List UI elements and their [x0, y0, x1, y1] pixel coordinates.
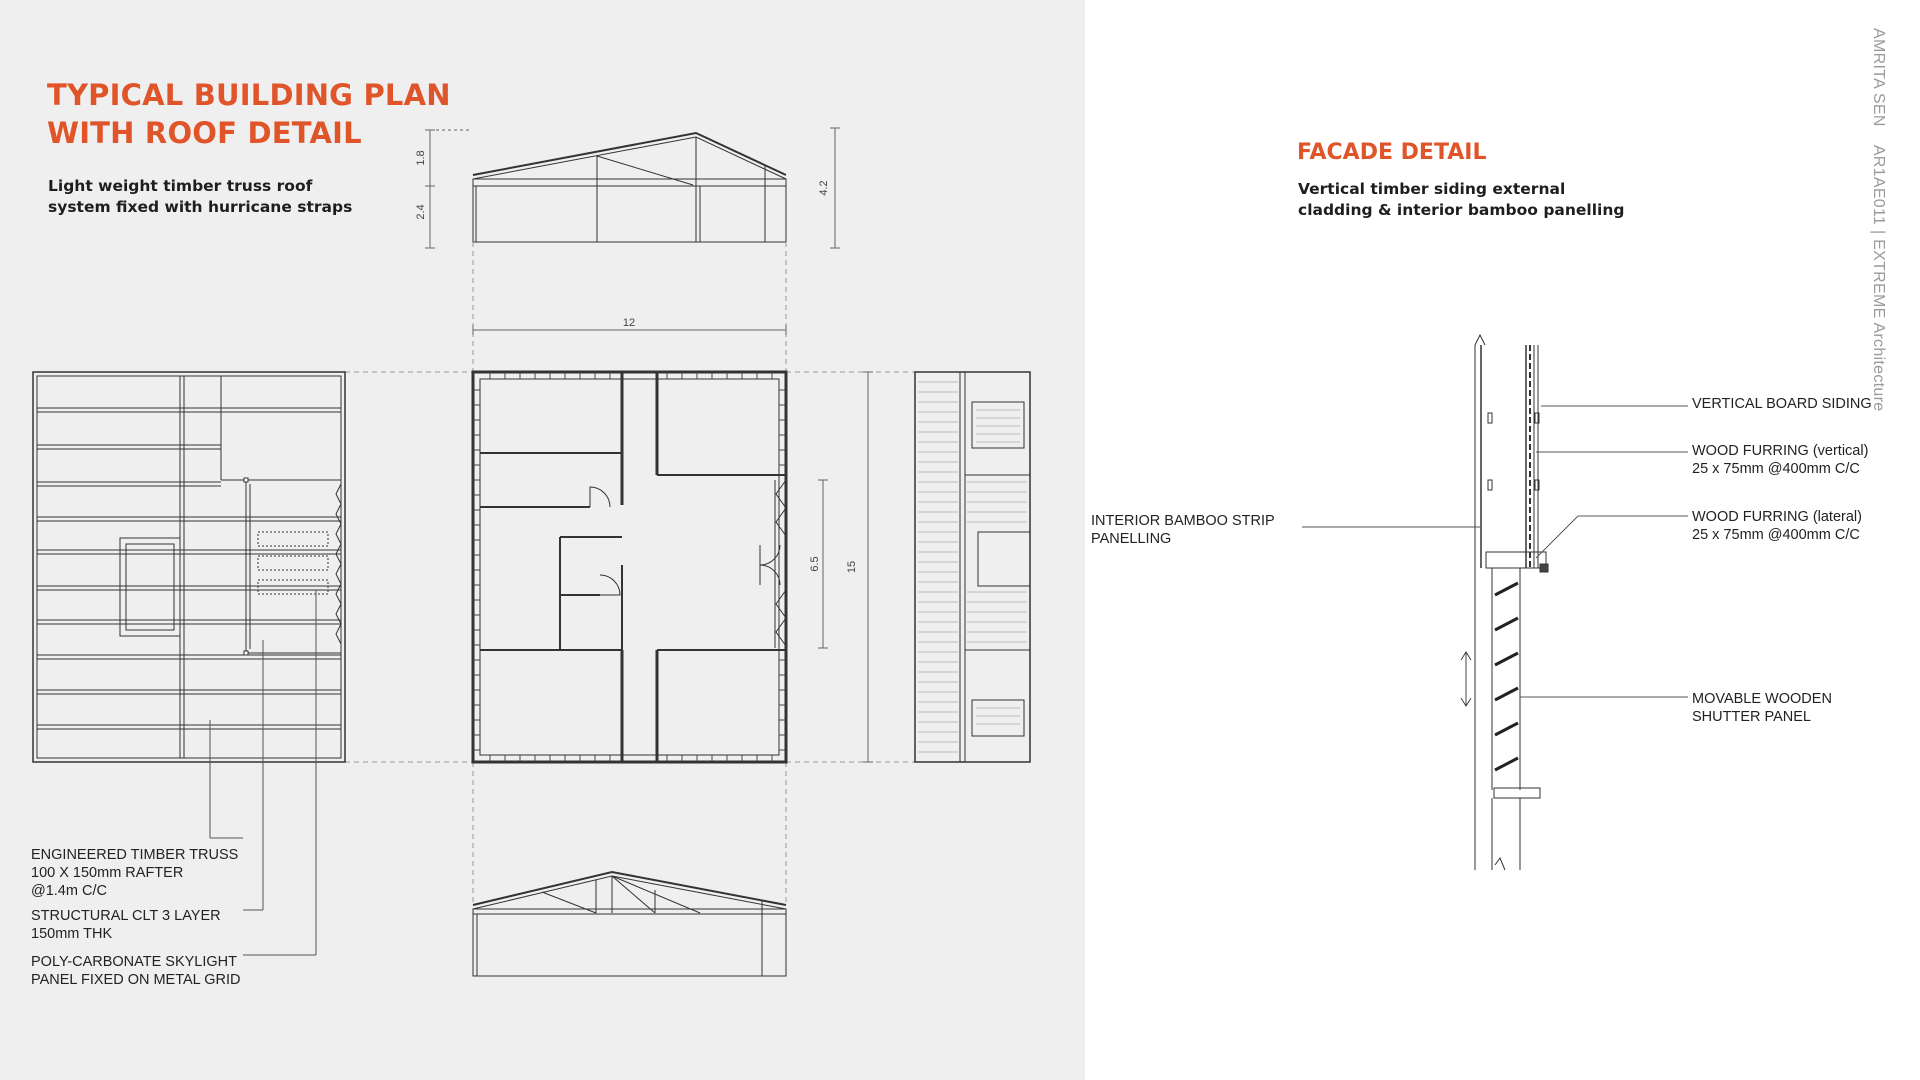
label-furring-lateral-line2: 25 x 75mm @400mm C/C — [1692, 527, 1860, 543]
label-shutter-panel — [1692, 690, 1832, 726]
facade-subtitle-line1: Vertical timber siding external — [1298, 180, 1566, 198]
alignment-lines — [345, 242, 915, 905]
plan-title-line2: WITH ROOF DETAIL — [47, 116, 362, 150]
label-bamboo-panelling-line1: INTERIOR BAMBOO STRIP — [1091, 513, 1275, 529]
note-clt-line2: 150mm THK — [31, 926, 113, 942]
bottom-elevation — [473, 872, 786, 976]
facade-subtitle — [1298, 179, 1624, 221]
dim-1-8: 1.8 — [415, 150, 427, 166]
dim-6-5: 6.5 — [809, 556, 821, 572]
label-furring-vertical-line2: 25 x 75mm @400mm C/C — [1692, 461, 1860, 477]
label-shutter-panel-line1: MOVABLE WOODEN — [1692, 691, 1832, 707]
roof-plan — [33, 372, 345, 762]
dim-15: 15 — [846, 560, 858, 574]
label-vertical-siding — [1692, 395, 1872, 413]
label-vertical-siding-text: VERTICAL BOARD SIDING — [1692, 396, 1872, 412]
note-timber-truss-line1: ENGINEERED TIMBER TRUSS — [31, 847, 239, 863]
plan-subtitle-line1: Light weight timber truss roof — [48, 177, 313, 195]
label-furring-vertical — [1692, 442, 1868, 478]
note-timber-truss-line3: @1.4m C/C — [31, 883, 107, 899]
top-elevation — [473, 133, 786, 242]
facade-title: FACADE DETAIL — [1297, 140, 1487, 165]
plan-title-line1: TYPICAL BUILDING PLAN — [47, 78, 451, 112]
dim-12: 12 — [622, 317, 636, 329]
label-furring-lateral — [1692, 508, 1862, 544]
note-skylight-line1: POLY-CARBONATE SKYLIGHT — [31, 954, 238, 970]
note-skylight-line2: PANEL FIXED ON METAL GRID — [31, 972, 241, 988]
side-elevation — [915, 372, 1030, 762]
label-shutter-panel-line2: SHUTTER PANEL — [1692, 709, 1811, 725]
floor-plan — [473, 372, 786, 762]
facade-subtitle-line2: cladding & interior bamboo panelling — [1298, 201, 1625, 219]
label-bamboo-panelling-line2: PANELLING — [1091, 531, 1172, 547]
plan-leaders — [210, 590, 316, 955]
dim-2-4: 2.4 — [415, 204, 427, 220]
author-side-text: AMRITA SEN AR1AE011 | EXTREME Architecture — [1870, 28, 1887, 412]
note-clt-line1: STRUCTURAL CLT 3 LAYER — [31, 908, 221, 924]
note-skylight — [31, 953, 240, 989]
shutter-slats — [1495, 583, 1518, 770]
top-elevation-dims — [425, 128, 840, 248]
dim-4-2: 4.2 — [818, 180, 830, 196]
note-timber-truss-line2: 100 X 150mm RAFTER — [31, 865, 184, 881]
label-bamboo-panelling — [1091, 512, 1275, 548]
facade-section — [1475, 335, 1548, 870]
note-clt — [31, 907, 221, 943]
floor-plan-studs — [473, 372, 786, 762]
note-timber-truss — [31, 846, 238, 900]
label-furring-lateral-line1: WOOD FURRING (lateral) — [1692, 509, 1862, 525]
label-furring-vertical-line1: WOOD FURRING (vertical) — [1692, 443, 1869, 459]
plan-subtitle-line2: system fixed with hurricane straps — [48, 198, 353, 216]
shutter-arrow — [1461, 652, 1471, 706]
